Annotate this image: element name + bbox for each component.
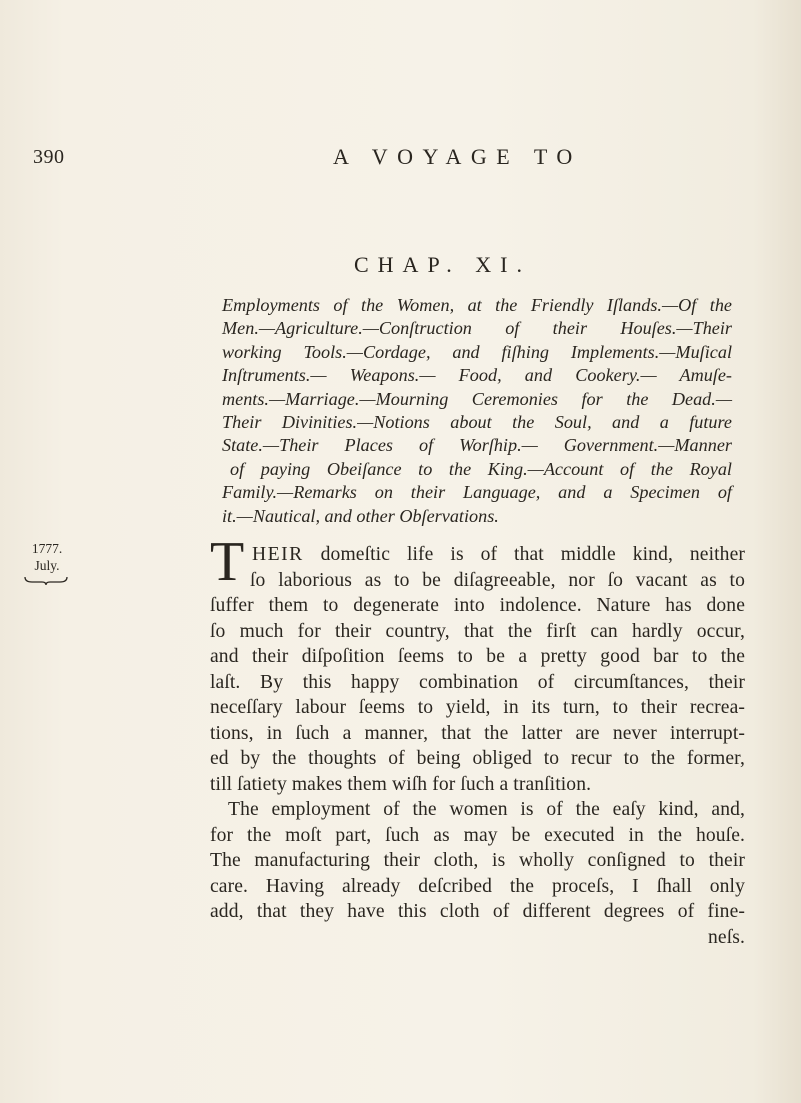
- body-line: ſuffer them to degenerate into indolence. Nature has done: [210, 595, 745, 616]
- margin-date-note: [24, 540, 70, 586]
- body-line: The employment of the women is of the eaſy kind, and,: [228, 799, 745, 820]
- body-line: add, that they have this cloth of different degrees of fine-: [210, 901, 745, 922]
- chapter-summary: [222, 294, 732, 528]
- summary-line: Employments of the Women, at the Friendly Iſlands.—Of the: [222, 295, 732, 315]
- body-line: laſt. By this happy combination of circumſtances, their: [210, 671, 745, 693]
- summary-line: State.—Their Places of Worſhip.— Government.—Manner: [222, 435, 732, 456]
- summary-line: it.—Nautical, and other Obſervations.: [222, 505, 499, 526]
- body-line: ſo laborious as to be diſagreeable, nor ſo vacant as to: [250, 569, 745, 591]
- body-line: ed by the thoughts of being obliged to recur to the former,: [210, 748, 745, 769]
- summary-line: ments.—Marriage.—Mourning Ceremonies for the Dead.—: [222, 388, 732, 409]
- body-line: tions, in ſuch a manner, that the latter are never interrupt-: [210, 722, 745, 744]
- body-line: till ſatiety makes them wiſh for ſuch a tranſition.: [210, 773, 592, 795]
- body-line: neceſſary labour ſeems to yield, in its turn, to their recrea-: [210, 697, 745, 718]
- margin-year: 1777.: [31, 541, 63, 556]
- first-line-rest: domeſtic life is of that middle kind, neither: [303, 544, 745, 565]
- chapter-title: CHAP. XI.: [354, 252, 531, 277]
- body-text: [210, 542, 745, 950]
- first-word-rest: HEIR: [252, 544, 304, 565]
- brace-icon: [24, 576, 68, 586]
- summary-line: of paying Obeiſance to the King.—Account of the Royal: [230, 458, 732, 479]
- body-line: and their diſpoſition ſeems to be a pretty good bar to the: [210, 646, 745, 667]
- summary-line: working Tools.—Cordage, and fiſhing Implements.—Muſical: [222, 341, 732, 362]
- body-line: neſs.: [708, 926, 745, 948]
- summary-line: Inſtruments.— Weapons.— Food, and Cookery.— Amuſe-: [222, 365, 732, 386]
- body-line: The manufacturing their cloth, is wholly conſigned to their: [210, 850, 745, 871]
- body-line: care. Having already deſcribed the proceſs, I ſhall only: [210, 875, 745, 897]
- margin-month: July.: [34, 558, 60, 573]
- body-line: ſo much for their country, that the firſt can hardly occur,: [210, 620, 745, 642]
- summary-line: Family.—Remarks on their Language, and a Specimen of: [222, 482, 732, 503]
- body-line: for the moſt part, ſuch as may be executed in the houſe.: [210, 824, 745, 846]
- body-line: [210, 542, 745, 568]
- summary-line: Men.—Agriculture.—Conſtruction of their Houſes.—Their: [222, 318, 732, 339]
- running-head: A VOYAGE TO: [333, 144, 582, 169]
- drop-cap: T: [210, 538, 245, 588]
- page-number: 390: [33, 146, 65, 168]
- summary-line: Their Divinities.—Notions about the Soul, and a future: [222, 412, 732, 433]
